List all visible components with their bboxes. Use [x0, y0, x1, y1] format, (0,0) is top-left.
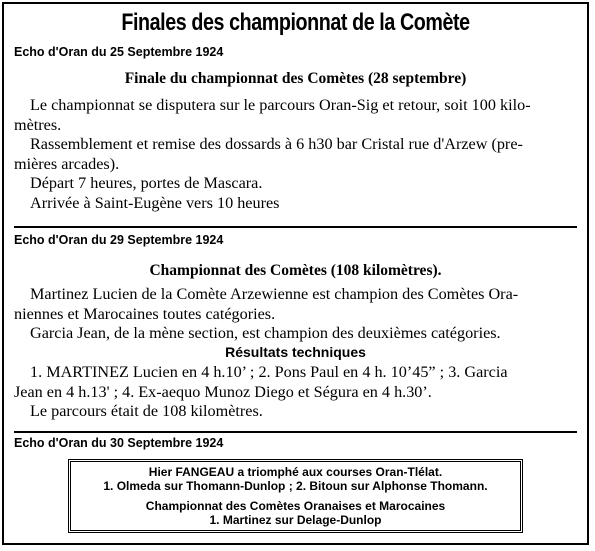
body-line: Le championnat se disputera sur le parcours Oran-Sig et retour, soit 100 kilo- — [30, 96, 531, 114]
body-line: Départ 7 heures, portes de Mascara. — [30, 174, 263, 192]
body-line: mètres. — [14, 115, 62, 134]
document-page — [2, 2, 589, 545]
results-line: 1. MARTINEZ Lucien en 4 h.10’ ; 2. Pons Paul en 4 h. 10’45” ; 3. Garcia — [30, 363, 508, 381]
body-line: niennes et Marocaines toutes catégories. — [14, 304, 276, 323]
section-divider — [14, 431, 577, 433]
results-heading: Résultats techniques — [225, 344, 366, 360]
box-line: Championnat des Comètes Oranaises et Marocaines — [145, 499, 446, 513]
box-line: Hier FANGEAU a triomphé aux courses Oran-Tlélat. — [148, 465, 443, 479]
results-line: Le parcours était de 108 kilomètres. — [30, 402, 263, 420]
source-line-30-sept: Echo d'Oran du 30 Septembre 1924 — [14, 436, 224, 450]
source-line-29-sept: Echo d'Oran du 29 Septembre 1924 — [14, 233, 224, 247]
results-line: Jean en 4 h.13' ; 4. Ex-aequo Munoz Diego et Ségura en 4 h.30’. — [14, 382, 432, 401]
section-divider — [14, 226, 577, 228]
box-line: 1. Olmeda sur Thomann-Dunlop ; 2. Bitoun sur Alphonse Thomann. — [103, 479, 488, 493]
box-line: 1. Martinez sur Delage-Dunlop — [209, 513, 382, 527]
body-line: Arrivée à Saint-Eugène vers 10 heures — [30, 193, 280, 212]
section-heading-finale: Finale du championnat des Comètes (28 septembre) — [124, 70, 467, 87]
body-line: Rassemblement et remise des dossards à 6 h30 bar Cristal rue d'Arzew (pre- — [30, 135, 523, 153]
page-title: Finales des championnat de la Comète — [121, 9, 470, 36]
body-line: Martinez Lucien de la Comète Arzewienne est champion des Comètes Ora- — [30, 285, 519, 303]
body-line: mières arcades). — [14, 154, 120, 173]
results-body — [14, 363, 575, 422]
section1-body — [14, 96, 575, 213]
source-line-25-sept: Echo d'Oran du 25 Septembre 1924 — [14, 45, 224, 59]
results-box — [68, 459, 523, 533]
body-line: Garcia Jean, de la mène section, est champion des deuxièmes catégories. — [30, 324, 501, 342]
section2-body — [14, 285, 575, 344]
section-heading-championnat: Championnat des Comètes (108 kilomètres). — [149, 262, 442, 279]
